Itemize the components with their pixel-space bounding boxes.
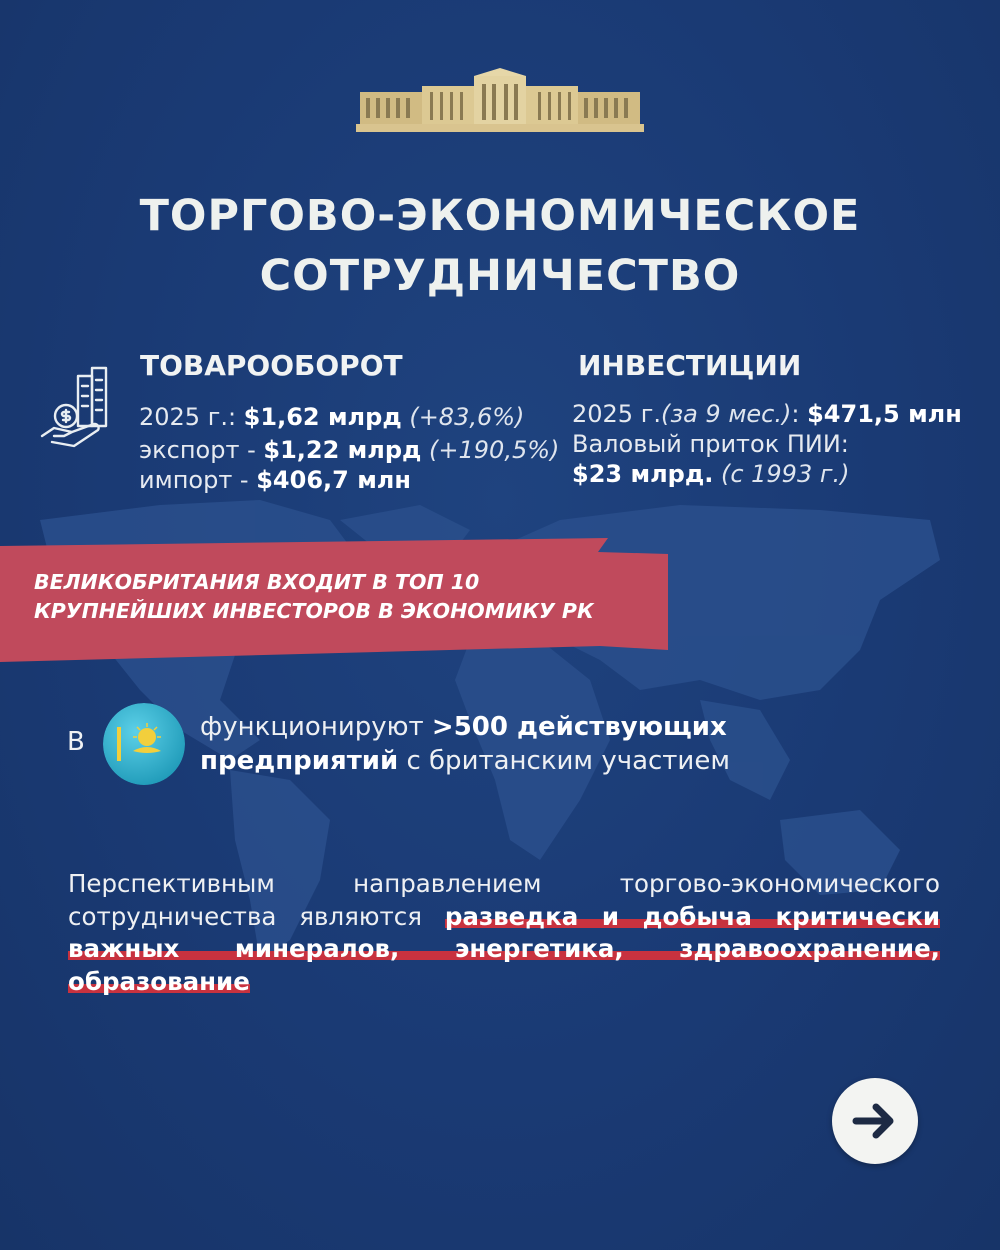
title-line-2: СОТРУДНИЧЕСТВО — [259, 251, 741, 301]
trade-heading — [134, 349, 409, 383]
investments-fdi-label: Валовый приток ПИИ: — [572, 430, 849, 458]
banner-line-2: КРУПНЕЙШИХ ИНВЕСТОРОВ В ЭКОНОМИКУ РК — [34, 599, 594, 623]
trade-export-row: экспорт - $1,22 млрд (+190,5%) — [139, 436, 560, 464]
investments-heading-text: ИНВЕСТИЦИИ — [578, 349, 802, 382]
trade-import-row: импорт - $406,7 млн — [139, 466, 411, 494]
investments-2025-row: 2025 г.(за 9 мес.): $471,5 млн — [572, 400, 962, 428]
banner-line-1: ВЕЛИКОБРИТАНИЯ ВХОДИТ В ТОП 10 — [34, 570, 480, 594]
arrow-right-icon — [832, 1078, 918, 1164]
paragraph-plain: Перспективным направлением торгово-экономического сотрудничества являются — [68, 869, 940, 931]
title-line-1: ТОРГОВО-ЭКОНОМИЧЕСКОЕ — [139, 191, 861, 241]
prospects-paragraph — [68, 868, 940, 998]
enterprises-prefix: В — [67, 727, 85, 757]
money-hand-buildings-icon — [40, 366, 118, 454]
banner-text — [34, 568, 594, 626]
paragraph-highlight: разведка и добыча критически важных минералов, энергетика, здравоохранение, образование — [68, 901, 940, 996]
enterprises-text: функционируют >500 действующих предприятий с британским участием — [200, 712, 730, 776]
investments-heading — [572, 349, 807, 383]
trade-total-row: 2025 г.: $1,62 млрд (+83,6%) — [139, 403, 525, 431]
trade-heading-text: ТОВАРООБОРОТ — [140, 349, 403, 382]
kazakhstan-flag-icon — [103, 703, 185, 785]
investments-fdi-row: $23 млрд. (с 1993 г.) — [572, 460, 850, 488]
government-building-illustration — [356, 66, 644, 134]
next-button[interactable] — [832, 1078, 918, 1164]
